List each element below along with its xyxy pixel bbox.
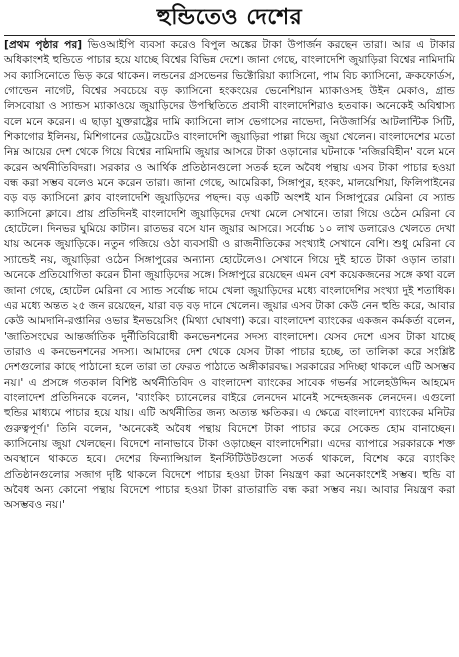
- article-text: ভিওআইপি ব্যবসা করেও বিপুল অঙ্কের টাকা উপার্জন করছেন তারা। আর এ টাকার অধিকাংশই হুন্ডিতে পাচার হয়ে যাচ্ছে বিশ্বের বিভিন্ন দেশে। জানা গেছে, বাংলাদেশি জুয়াড়িরা বিশ্বের নামিদামি সব ক্যাসিনোতে ভিড় করে থাকেন। লন্ডনের গ্রসভেনর ভিক্টোরিয়া ক্যাসিনো, পাম বিচ ক্যাসিনো, ক্রকফোর্ডস, গোল্ডেন নাগেট, বিশ্বের সবচেয়ে বড় ক্যাসিনো হংকংয়ের ভেনেশিয়ান ম্যাকাওসহ উইন মেকাও, গ্রান্ড লিসবোয়া ও স্যান্ডস ম্যাকাওয়ে জুয়াড়িদের উপস্থিতিতে প্রবাসী বাংলাদেশিরাও হতবাক। অনেকেই অবিশ্বাস্য বলে মনে করেন। এ ছাড়া যুক্তরাষ্ট্রের দামি ক্যাসিনো লাস ভেগাসের নাভেদা, নিউজার্সির আটলান্টিক সিটি, শিকাগোর ইলিনয়, মিশিগানের ডেট্রয়েটেও বাংলাদেশি জুয়াড়িরা পাল্লা দিয়ে জুয়া খেলেন। বাংলাদেশের মতো নিম্ন আয়ের দেশ থেকে গিয়ে বিশ্বের নামিদামি জুয়ার আসরে টাকা ওড়ানোর ঘটনাকে 'নজিরবিহীন' বলে মনে করেন অর্থনীতিবিদরা। সরকার ও আর্থিক প্রতিষ্ঠানগুলো সতর্ক হলে অবৈধ পন্থায় এসব টাকা পাচার হওয়া বন্ধ করা সম্ভব বলেও মনে করেন তারা। জানা গেছে, আমেরিকা, সিঙ্গাপুর, হংকং, মালয়েশিয়া, ফিলিপাইনের বড় বড় ক্যাসিনো ক্লাব বাংলাদেশি জুয়াড়িদের পছন্দ। বড় একটি অংশই যান সিঙ্গাপুরের মেরিনা বে স্যান্ড ক্যাসিনো ক্লাবে। প্রায় প্রতিদিনই বাংলাদেশি জুয়াড়িদের দেখা মেলে সেখানে। তারা গিয়ে ওঠেন মেরিনা বে হোটেলে। দিনভর ঘুমিয়ে কাটান। রাতভর বসে যান জুয়ার আসরে। সর্বোচ্চ ১০ লাখ ডলারেও খেলতে দেখা যায় অনেক জুয়াড়িকে। নতুন গজিয়ে ওঠা ব্যবসায়ী ও রাজনীতিকের সংখ্যাই সেখানে বেশি। শুধু মেরিনা বে স্যান্ডেই নয়, জুয়াড়িরা ওঠেন সিঙ্গাপুরের অন্যান্য হোটেলেও। সেখানে গিয়ে দুই হাতে টাকা ওড়ান তারা। অনেকে প্রতিযোগিতা করেন চীনা জুয়াড়িদের সঙ্গে। সিঙ্গাপুরে রয়েছেন এমন বেশ কয়েকজনের সঙ্গে কথা বলে জানা গেছে, হোটেল মেরিনা বে স্যান্ড সর্বোচ্চ দামে খেলা জুয়াড়িদের মধ্যে বাংলাদেশির সংখ্যা দুই শতাধিক। এর মধ্যে অন্তত ২৫ জন রয়েছেন, যারা বড় বড় দানে খেলেন। জুয়ার এসব টাকা কেউ নেন হুন্ডি করে, আবার কেউ আমদানি-রপ্তানির ওভার ইনভয়েসিং (মিথ্যা ঘোষণা) করে। বাংলাদেশ ব্যাংকের একজন কর্মকর্তা বলেন, 'জাতিসংঘের আন্তর্জাতিক দুর্নীতিবিরোধী কনভেনশনের সদস্য বাংলাদেশ। যেসব দেশে এসব টাকা যাচ্ছে তারাও এ কনভেনশনের সদস্য। আমাদের দেশ থেকে যেসব টাকা পাচার হচ্ছে, তা তালিকা করে সংশ্লিষ্ট দেশগুলোর কাছে পাঠানো হলে তারা তা ফেরত পাঠাতে অঙ্গীকারবদ্ধ। সরকারের সদিচ্ছা থাকলে এটি অসম্ভব নয়।' এ প্রসঙ্গে গতকাল বিশিষ্ট অর্থনীতিবিদ ও বাংলাদেশ ব্যাংকের সাবেক গভর্নর সালেহউদ্দিন আহমেদ বাংলাদেশ প্রতিদিনকে বলেন, 'ব্যাংকিং চ্যানেলের বাইরে লেনদেন মানেই সন্দেহজনক লেনদেন। এগুলো হুন্ডির মাধ্যমে পাচার হয়ে যায়। এটি অর্থনীতির জন্য অত্যন্ত ক্ষতিকর। এ ক্ষেত্রে বাংলাদেশ ব্যাংকের মনিটর গুরুত্বপূর্ণ।' তিনি বলেন, 'অনেকেই অবৈধ পন্থায় বিদেশে টাকা পাচার করে সেকেন্ড হোম বানাচ্ছেন। ক্যাসিনোয় জুয়া খেলছেন। বিদেশে নানাভাবে টাকা ওড়াচ্ছেন বাংলাদেশিরা। এদের ব্যাপারে সরকারকে শক্ত অবস্থানে থাকতে হবে। দেশের ফিন্যান্সিয়াল ইনস্টিটিউটগুলো সতর্ক থাকলে, বিশেষ করে ব্যাংকিং প্রতিষ্ঠানগুলোর সজাগ দৃষ্টি থাকলে বিদেশে পাচার হওয়া টাকা নিয়ন্ত্রণ করা অনেকাংশেই সম্ভব। হুন্ডি বা অবৈধ অন্য কোনো পন্থায় বিদেশে পাচার হওয়া টাকা রাতারাতি বন্ধ করা সম্ভব নয়। আবার নিয়ন্ত্রণ করা অসম্ভবও নয়।': [4, 39, 456, 512]
- headline: হুন্ডিতেও দেশের: [156, 5, 303, 30]
- article-body: [4, 38, 455, 514]
- continued-marker: [প্রথম পৃষ্ঠার পর]: [4, 39, 83, 51]
- headline-divider: [4, 35, 455, 36]
- headline-block: [4, 3, 455, 36]
